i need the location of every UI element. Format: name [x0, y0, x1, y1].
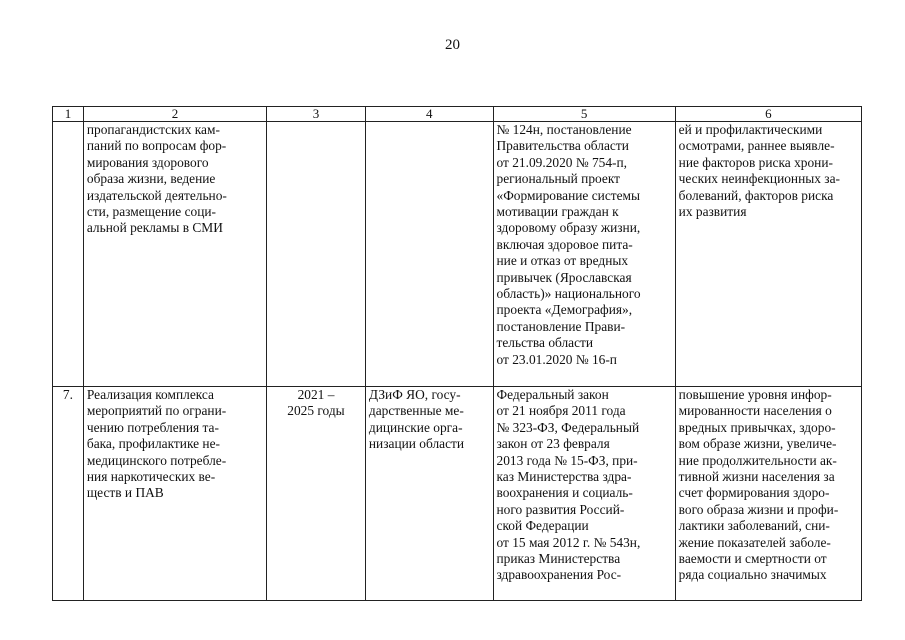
legal-basis: Федеральный закон от 21 ноября 2011 года № 323-ФЗ, Федеральный закон от 23 февраля 2013 года № 15-ФЗ, при- каз Министерства здра- воохранения и социаль- ного развития Россий- ской Федерации от 15 мая 2012 г. № 543н, приказ Министерства здравоохранения Рос-: [493, 387, 675, 601]
measure-name: пропагандистских кам- паний по вопросам фор- мирования здорового образа жизни, ведение издательской деятельно- сти, размещение соци- альной рекламы в СМИ: [83, 122, 266, 387]
executors: [365, 122, 493, 387]
executors: ДЗиФ ЯО, госу- дарственные ме- дицинские орга- низации области: [365, 387, 493, 601]
page-number: 20: [445, 37, 460, 53]
header-row: [53, 107, 862, 122]
row-number: 7.: [53, 387, 84, 601]
measure-name: Реализация комплекса мероприятий по ограни- чению потребления та- бака, профилактике не- медицинского потребле- ния наркотических ве- ществ и ПАВ: [83, 387, 266, 601]
legal-basis: № 124н, постановление Правительства области от 21.09.2020 № 754-п, региональный проект «Формирование системы мотивации граждан к здоровому образу жизни, включая здоровое пита- ние и отказ от вредных привычек (Ярославская область)» национального проекта «Демография», постановление Прави- тельства области от 23.01.2020 № 16-п: [493, 122, 675, 387]
column-header-2: 2: [83, 107, 266, 122]
expected-result: повышение уровня инфор- мированности населения о вредных привычках, здоро- вом образе жизни, увеличе- ние продолжительности ак- тивной жизни населения за счет формирования здоро- вого образа жизни и профи- лактики заболеваний, сни- жение показателей заболе- ваемости и смертности от ряда социально значимых: [675, 387, 861, 601]
row-number: [53, 122, 84, 387]
column-header-3: 3: [267, 107, 366, 122]
measures-table: [52, 106, 862, 601]
column-header-6: 6: [675, 107, 861, 122]
table-row: [53, 387, 862, 601]
expected-result: ей и профилактическими осмотрами, раннее выявле- ние факторов риска хрони- ческих неинфекционных за- болеваний, факторов риска их развития: [675, 122, 861, 387]
column-header-1: 1: [53, 107, 84, 122]
period: [267, 122, 366, 387]
table-row: [53, 122, 862, 387]
period: 2021 – 2025 годы: [267, 387, 366, 601]
column-header-5: 5: [493, 107, 675, 122]
column-header-4: 4: [365, 107, 493, 122]
